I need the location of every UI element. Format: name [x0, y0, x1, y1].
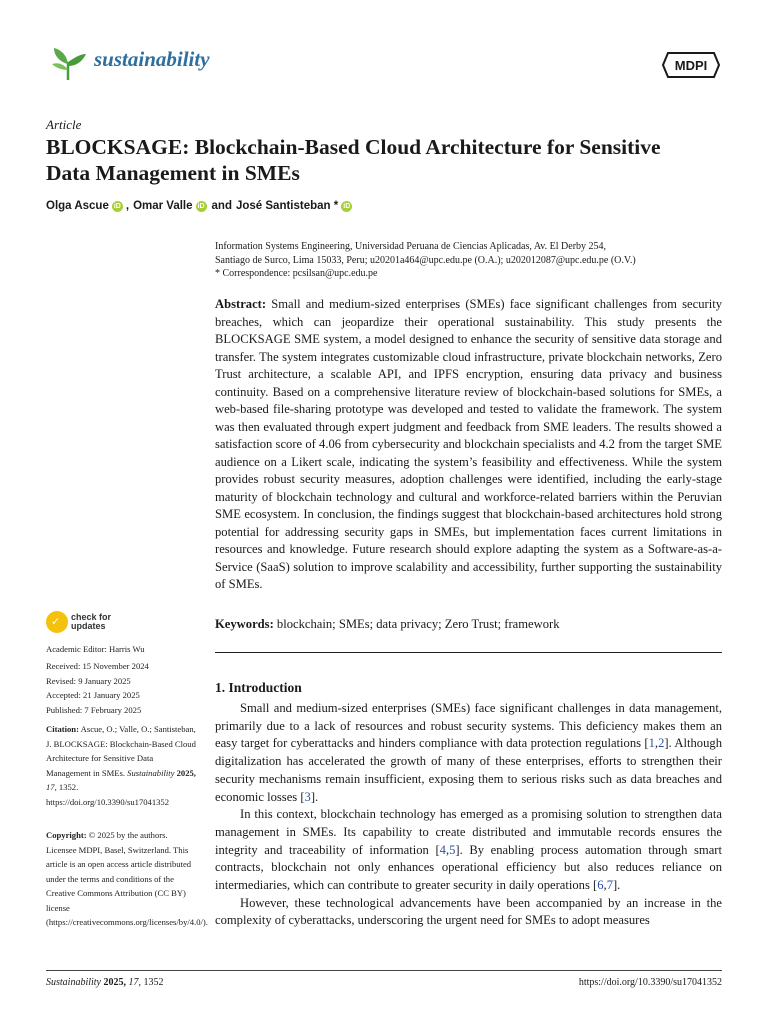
paragraph: However, these technological advancements have been accompanied by an increase in the complexity of cyberattacks, underscoring the urgent need for SMEs to adopt measures — [215, 895, 722, 928]
copyright-label: Copyright: — [46, 830, 87, 840]
page-footer — [46, 977, 722, 988]
author-name[interactable]: José Santisteban * — [235, 200, 339, 212]
citation-link[interactable]: 5 — [449, 842, 456, 857]
author-list — [46, 200, 646, 212]
citation-link[interactable]: 7 — [606, 878, 613, 893]
orcid-icon[interactable]: iD — [197, 202, 205, 210]
orcid-icon[interactable]: iD — [343, 202, 351, 210]
author-name[interactable]: Olga Ascue — [46, 200, 109, 212]
article-type: Article — [46, 117, 82, 132]
citation-text: Ascue, O.; Valle, O.; Santisteban, J. BLOCKSAGE: Blockchain-Based Cloud Architecture for Sensitive Data Management in SMEs. — [46, 724, 196, 778]
journal-header — [46, 40, 726, 90]
dates — [46, 659, 196, 717]
journal-name: sustainability — [94, 46, 210, 71]
abstract-text: Small and medium-sized enterprises (SMEs) face significant challenges from security breaches, which can jeopardize their operational sustainability. This study presents the BLOCKSAGE SME system, a model designed to enhance the security of sensitive data storage and transfer. The system integrates customizable cloud infrastructure, private blockchain networks, Zero Trust architecture, a scalable API, and IPFS encryption, ensuring data privacy and business continuity. Based on a comprehensive literature review of blockchain-based solutions for SMEs, a web-based file-sharing prototype was developed and tested to validate the framework. The system was then evaluated through expert judgment and feedback from SME leaders. The results showed a satisfaction score of 4.06 from cybersecurity and blockchain specialists and 4.2 from the target SME audience on a Likert scale, indicating the system’s feasibility and effectiveness. While the system provides robust security measures, adoption challenges were identified, including the early-stage maturity of blockchain technology and cultural and workforce-related barriers within the Peruvian SME ecosystem. In conclusion, the findings suggest that blockchain-based architectures hold strong potential for addressing security gaps in SMEs, but implementation faces current limitations in resources and knowledge. Future research should explore adapting the system as a Software-as-a-Service (SaaS) solution to improve scalability and accessibility, further supporting the sustainability of SMEs. — [215, 297, 722, 591]
date-revised: Revised: 9 January 2025 — [46, 675, 131, 686]
citation-link[interactable]: 6 — [597, 878, 604, 893]
date-accepted: Accepted: 21 January 2025 — [46, 690, 140, 700]
academic-editor: Academic Editor: Harris Wu — [46, 644, 145, 654]
correspondence: * Correspondence: pcsilsan@upc.edu.pe — [215, 268, 378, 279]
author-name[interactable]: Omar Valle — [133, 200, 193, 212]
author-separator: and — [211, 200, 232, 212]
text-run: ]. — [310, 789, 319, 804]
author-separator: , — [125, 200, 130, 212]
footer-citation — [46, 977, 164, 988]
date-published: Published: 7 February 2025 — [46, 704, 142, 715]
paragraph — [215, 806, 722, 895]
text-run: In this context, blockchain technology has emerged as a promising solution to strengthen data management in SMEs. Its capability to create distributed and immutable records ensures the integrity and traceability of information [ — [215, 807, 722, 857]
citation-link[interactable]: 3 — [304, 789, 311, 804]
citation-label: Citation: — [46, 724, 79, 734]
cfu-line: updates — [71, 621, 106, 631]
text-run: ]. By enabling process automation through smart contracts, blockchain not only enhances operational efficiency but also reduces reliance on intermediaries, which can contribute to greater security in daily operations [ — [215, 842, 722, 893]
citation-link[interactable]: 4 — [439, 842, 446, 857]
citation-link[interactable]: 2 — [658, 736, 665, 751]
copyright-block — [46, 828, 208, 930]
paragraph — [215, 700, 722, 806]
citation-link[interactable]: 1 — [648, 736, 655, 751]
section-heading: 1. Introduction — [215, 680, 302, 695]
checkmark-icon: ✓ — [46, 611, 68, 633]
divider — [215, 652, 722, 653]
citation-journal: Sustainability — [127, 767, 175, 778]
check-for-updates-badge[interactable] — [46, 611, 111, 633]
cfu-line: check for — [71, 611, 112, 622]
footer-doi[interactable]: https://doi.org/10.3390/su17041352 — [578, 977, 722, 988]
citation-year: 2025, — [176, 767, 196, 778]
introduction-body — [215, 700, 722, 930]
mdpi-logo[interactable] — [662, 50, 720, 85]
copyright-text: © 2025 by the authors. Licensee MDPI, Basel, Switzerland. This article is an open access article distributed under the terms and conditions of the Creative Commons Attribution (CC BY) license (https://creativecommons.org/licenses/by/4.0/). — [46, 830, 208, 927]
text-run: , — [654, 736, 659, 751]
citation-doi[interactable]: https://doi.org/10.3390/su17041352 — [46, 796, 170, 807]
publisher-name: MDPI — [674, 58, 708, 73]
footer-volume: 17, — [128, 977, 141, 988]
affiliation-line: Santiago de Surco, Lima 15033, Peru; u20201a464@upc.edu.pe (O.A.); u202012087@upc.edu.pe (O.V.) — [215, 254, 636, 266]
keywords-label: Keywords: — [215, 617, 274, 631]
keywords-text: blockchain; SMEs; data privacy; Zero Trust; framework — [276, 617, 560, 631]
citation-page: 1352. — [58, 782, 79, 792]
footer-page: 1352 — [143, 977, 164, 988]
affiliation — [215, 240, 725, 281]
affiliation-line: Information Systems Engineering, Universidad Peruana de Ciencias Aplicadas, Av. El Derby 254, — [215, 241, 607, 252]
sprout-icon — [46, 40, 90, 84]
citation-block — [46, 722, 196, 809]
text-run: ]. — [612, 878, 621, 893]
citation-volume: 17, — [46, 782, 57, 792]
footer-divider — [46, 970, 722, 971]
footer-year: 2025, — [103, 977, 126, 988]
text-run: Small and medium-sized enterprises (SMEs) face significant challenges in data management, primarily due to a lack of resources and robust security systems. This deficiency makes them an easy target for cyberattacks and hinders compliance with data protection regulations [ — [215, 701, 722, 751]
abstract — [215, 296, 722, 594]
text-run: , — [603, 878, 607, 893]
keywords — [215, 616, 722, 634]
date-received: Received: 15 November 2024 — [46, 661, 149, 671]
text-run: , — [445, 842, 450, 857]
text-run: ]. Although digitalization has accelerated the growth of many of these enterprises, efforts to strengthen their security mechanisms remain insufficient, exposing them to serious risks such as data breaches and economic losses [ — [215, 736, 722, 804]
journal-logo[interactable] — [46, 40, 210, 84]
orcid-icon[interactable]: iD — [113, 202, 121, 210]
abstract-label: Abstract: — [215, 297, 267, 311]
page-title: BLOCKSAGE: Blockchain-Based Cloud Architecture for Sensitive Data Management in SMEs — [46, 135, 661, 185]
footer-journal: Sustainability — [46, 977, 101, 988]
